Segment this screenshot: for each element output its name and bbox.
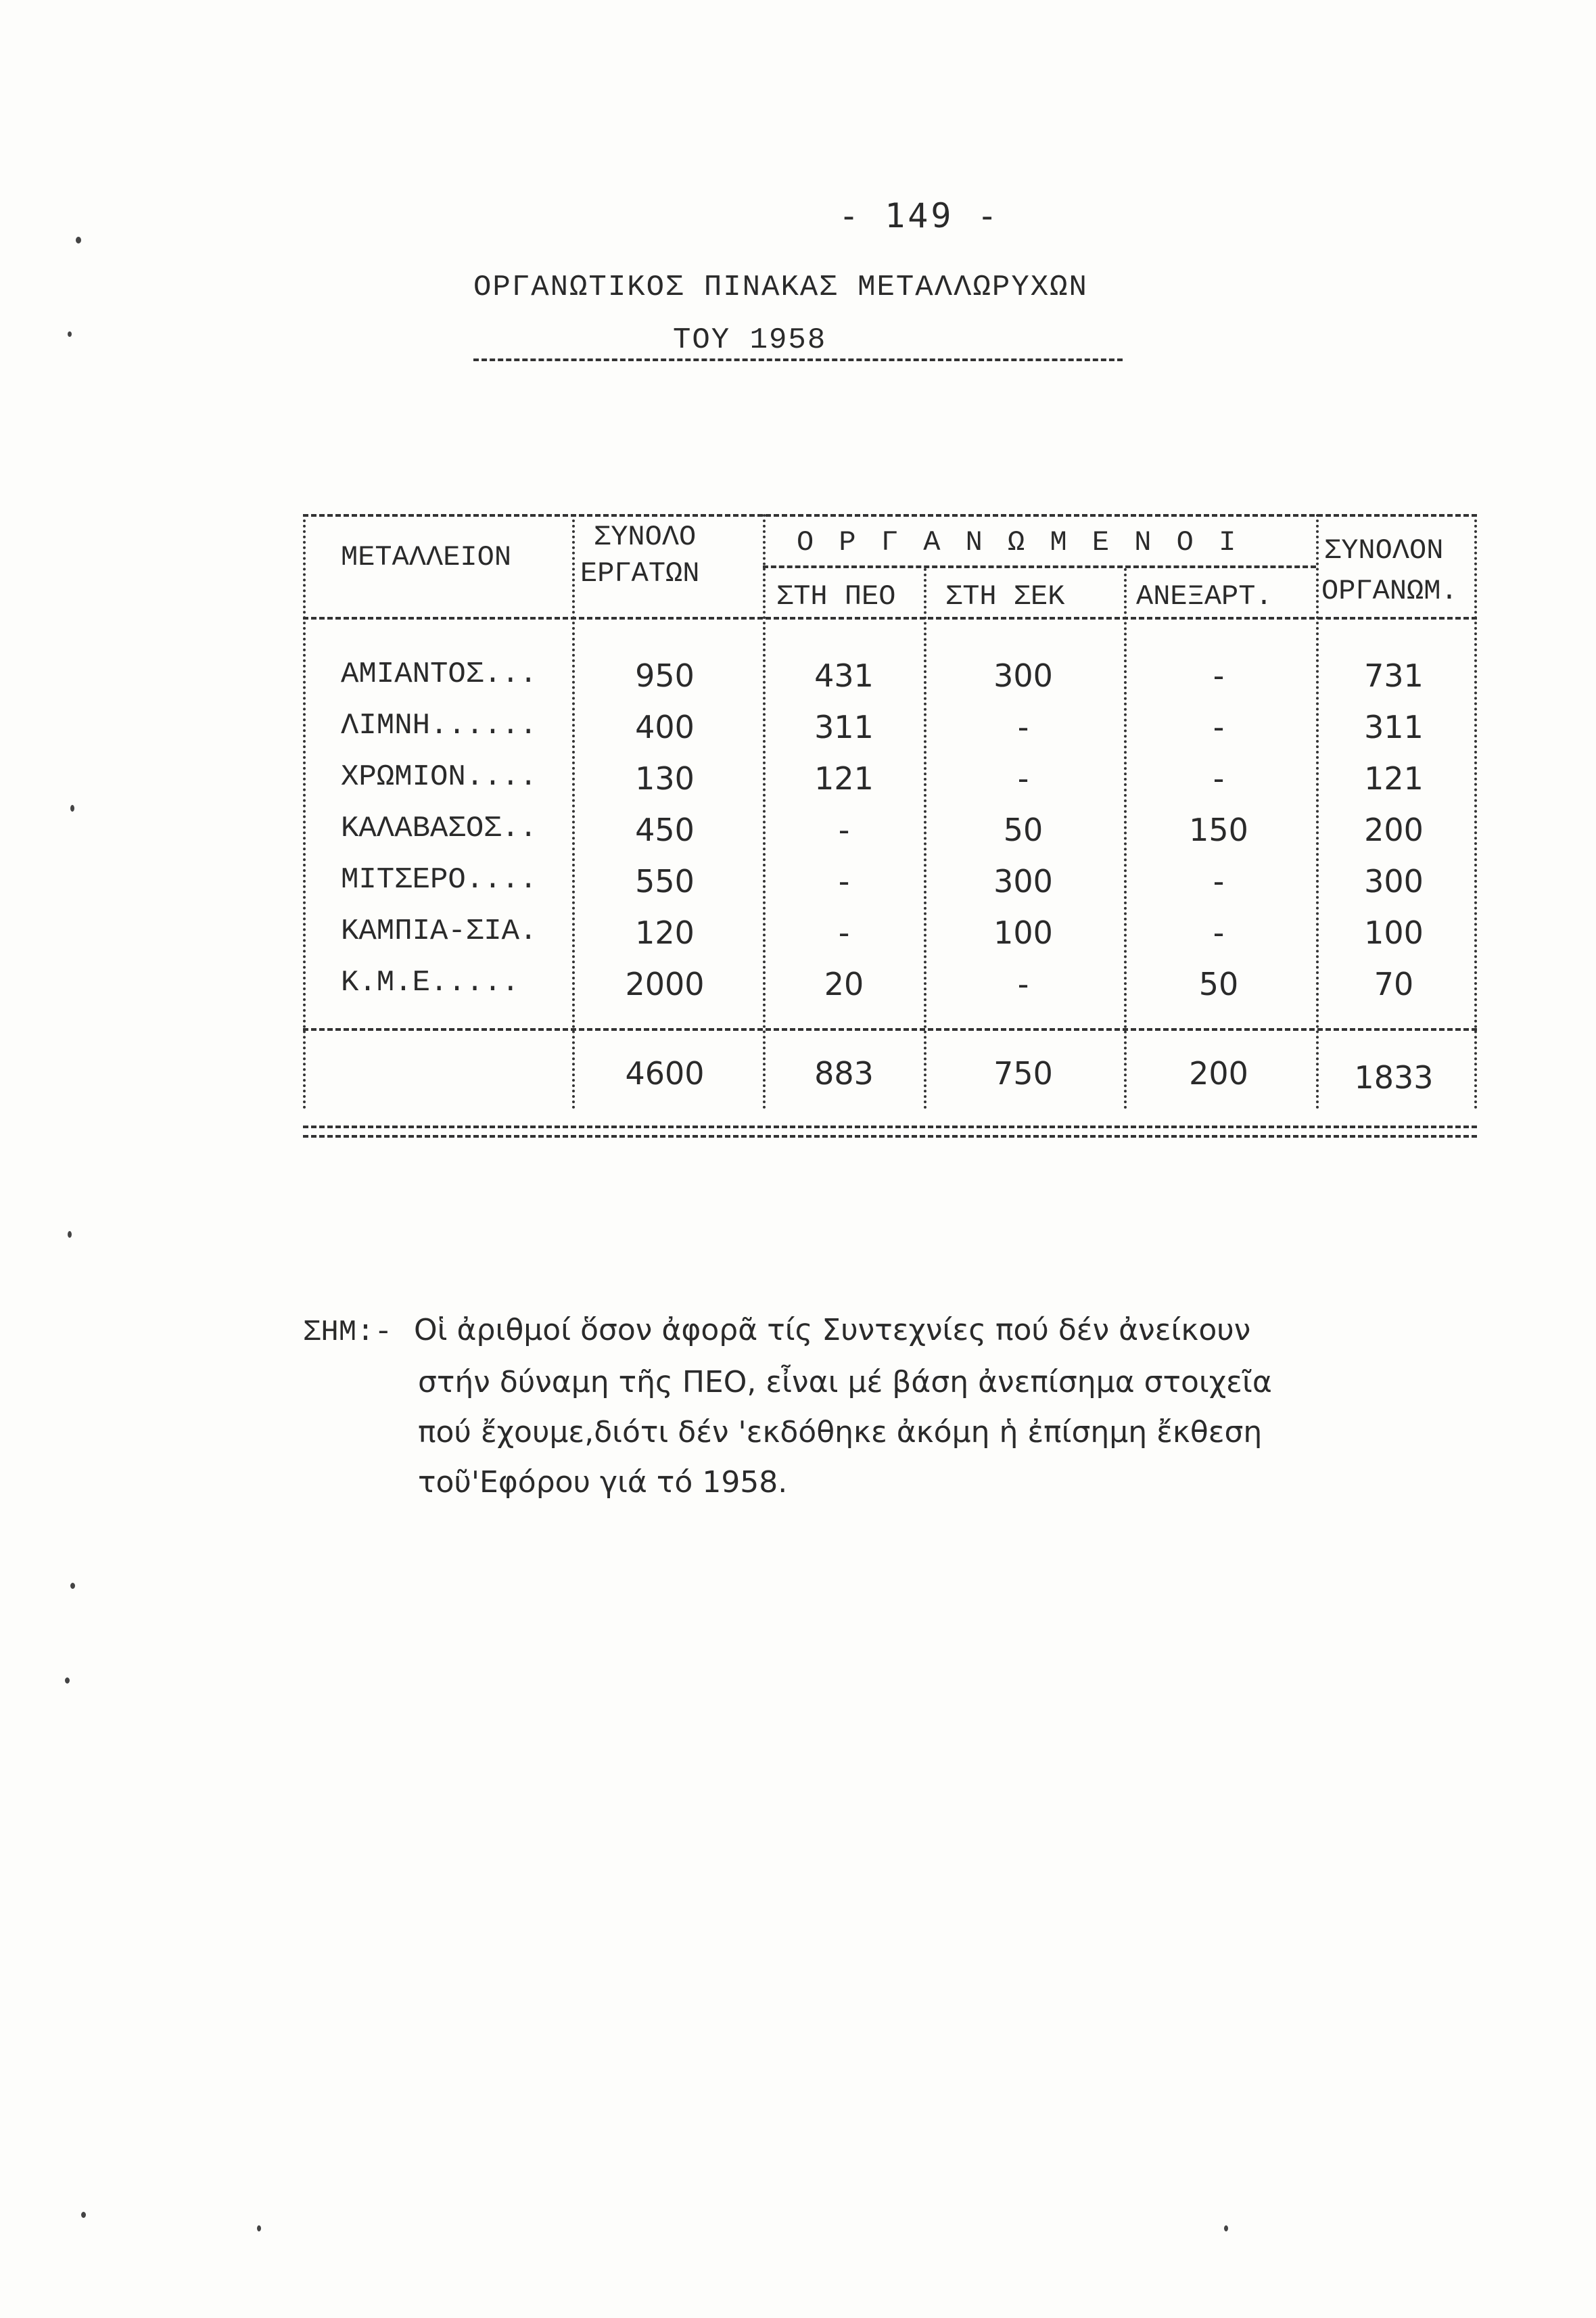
cell-workers: 950 — [635, 657, 695, 694]
column-divider — [1316, 514, 1319, 1109]
cell-workers: 130 — [635, 760, 695, 797]
table-top-rule — [303, 514, 1477, 517]
column-divider — [303, 514, 306, 1109]
scan-speck — [70, 805, 74, 812]
cell-total-organized: 200 — [1364, 812, 1424, 848]
header-total-workers-line1: ΣΥΝΟΛΟ — [594, 521, 697, 553]
footnote-line: πού ἔχουμε,διότι δέν 'εκδόθηκε ἀκόμη ἡ ἐπίσημη ἔκθεση — [418, 1415, 1263, 1450]
cell-peo: 121 — [814, 760, 874, 797]
cell-independent: - — [1213, 709, 1225, 745]
scan-speck — [76, 237, 81, 244]
scan-speck — [1224, 2225, 1228, 2231]
header-independent: ΑΝΕΞΑΡΤ. — [1136, 580, 1273, 613]
header-peo: ΣΤΗ ΠΕΟ — [776, 580, 896, 613]
footnote-line — [303, 1305, 1520, 1358]
total-peo: 883 — [814, 1055, 874, 1092]
title-underline — [473, 358, 1123, 361]
cell-total-organized: 300 — [1364, 863, 1424, 900]
header-total-workers-line2: ΕΡΓΑΤΩΝ — [580, 557, 700, 590]
cell-workers: 450 — [635, 812, 695, 848]
total-organized: 1833 — [1354, 1059, 1434, 1096]
table-bottom-rule — [303, 1135, 1477, 1138]
document-title: ΟΡΓΑΝΩΤΙΚΟΣ ΠΙΝΑΚΑΣ ΜΕΤΑΛΛΩΡΥΧΩΝ — [473, 271, 1088, 304]
cell-independent: - — [1213, 914, 1225, 951]
cell-total-organized: 311 — [1364, 709, 1424, 745]
cell-workers: 2000 — [625, 966, 705, 1002]
cell-total-organized: 121 — [1364, 760, 1424, 797]
cell-mine: ΑΜΙΑΝΤΟΣ... — [341, 657, 538, 691]
column-divider — [1474, 514, 1477, 1109]
footnote-text: Οἱ ἀριθμοί ὅσον ἀφορᾶ τίς Συντεχνίες πού δέν ἀνείκουν — [414, 1313, 1251, 1347]
cell-peo: 20 — [824, 966, 864, 1002]
footnote — [303, 1305, 1520, 1508]
cell-sek: 100 — [993, 914, 1053, 951]
header-bottom-rule — [303, 617, 1477, 620]
cell-independent: - — [1213, 863, 1225, 900]
footnote-line: στήν δύναμη τῆς ΠΕΟ, εἶναι μέ βάση ἀνεπίσημα στοιχεῖα — [418, 1365, 1272, 1399]
scan-speck — [65, 1677, 70, 1684]
cell-sek: - — [1017, 760, 1029, 797]
cell-total-organized: 731 — [1364, 657, 1424, 694]
cell-mine: ΚΑΜΠΙΑ-ΣΙΑ. — [341, 914, 538, 948]
totals-top-rule — [303, 1028, 1477, 1031]
column-divider — [763, 514, 766, 1109]
cell-total-organized: 70 — [1374, 966, 1414, 1002]
footnote-label: ΣΗΜ:- — [303, 1316, 393, 1349]
scan-speck — [81, 2212, 86, 2218]
page-number: - 149 - — [839, 196, 1000, 235]
scan-speck — [68, 1231, 72, 1238]
cell-independent: - — [1213, 657, 1225, 694]
mine-workers-table — [303, 514, 1477, 1146]
cell-peo: - — [838, 914, 850, 951]
total-independent: 200 — [1189, 1055, 1248, 1092]
cell-sek: 300 — [993, 863, 1053, 900]
scan-speck — [68, 331, 72, 337]
scan-speck — [257, 2225, 261, 2231]
cell-sek: - — [1017, 709, 1029, 745]
cell-mine: ΚΑΛΑΒΑΣΟΣ.. — [341, 812, 538, 845]
cell-sek: 50 — [1003, 812, 1043, 848]
cell-mine: Κ.Μ.Ε..... — [341, 966, 520, 1000]
cell-workers: 120 — [635, 914, 695, 951]
cell-mine: ΜΙΤΣΕΡΟ.... — [341, 863, 538, 897]
cell-workers: 400 — [635, 709, 695, 745]
cell-mine: ΧΡΩΜΙΟΝ.... — [341, 760, 538, 794]
header-total-organized-line1: ΣΥΝΟΛΟΝ — [1324, 534, 1444, 567]
cell-peo: - — [838, 812, 850, 848]
total-workers: 4600 — [625, 1055, 705, 1092]
scan-speck — [70, 1583, 75, 1589]
header-organized: Ο Ρ Γ Α Ν Ω Μ Ε Ν Ο Ι — [797, 526, 1240, 559]
footnote-line: τοῦ'Εφόρου γιά τό 1958. — [418, 1465, 788, 1500]
cell-sek: 300 — [993, 657, 1053, 694]
cell-workers: 550 — [635, 863, 695, 900]
cell-peo: 431 — [814, 657, 874, 694]
header-total-organized-line2: ΟΡΓΑΝΩΜ. — [1321, 575, 1458, 607]
table-bottom-rule — [303, 1126, 1477, 1128]
header-mine: ΜΕΤΑΛΛΕΙΟΝ — [341, 541, 512, 574]
organized-subheader-rule — [763, 565, 1316, 568]
cell-peo: 311 — [814, 709, 874, 745]
document-subtitle: ΤΟΥ 1958 — [673, 323, 827, 357]
column-divider — [572, 514, 575, 1109]
cell-independent: - — [1213, 760, 1225, 797]
cell-mine: ΛΙΜΝΗ...... — [341, 709, 538, 743]
cell-independent: 150 — [1189, 812, 1248, 848]
cell-peo: - — [838, 863, 850, 900]
cell-total-organized: 100 — [1364, 914, 1424, 951]
header-sek: ΣΤΗ ΣΕΚ — [945, 580, 1065, 613]
total-sek: 750 — [993, 1055, 1053, 1092]
cell-sek: - — [1017, 966, 1029, 1002]
cell-independent: 50 — [1198, 966, 1239, 1002]
